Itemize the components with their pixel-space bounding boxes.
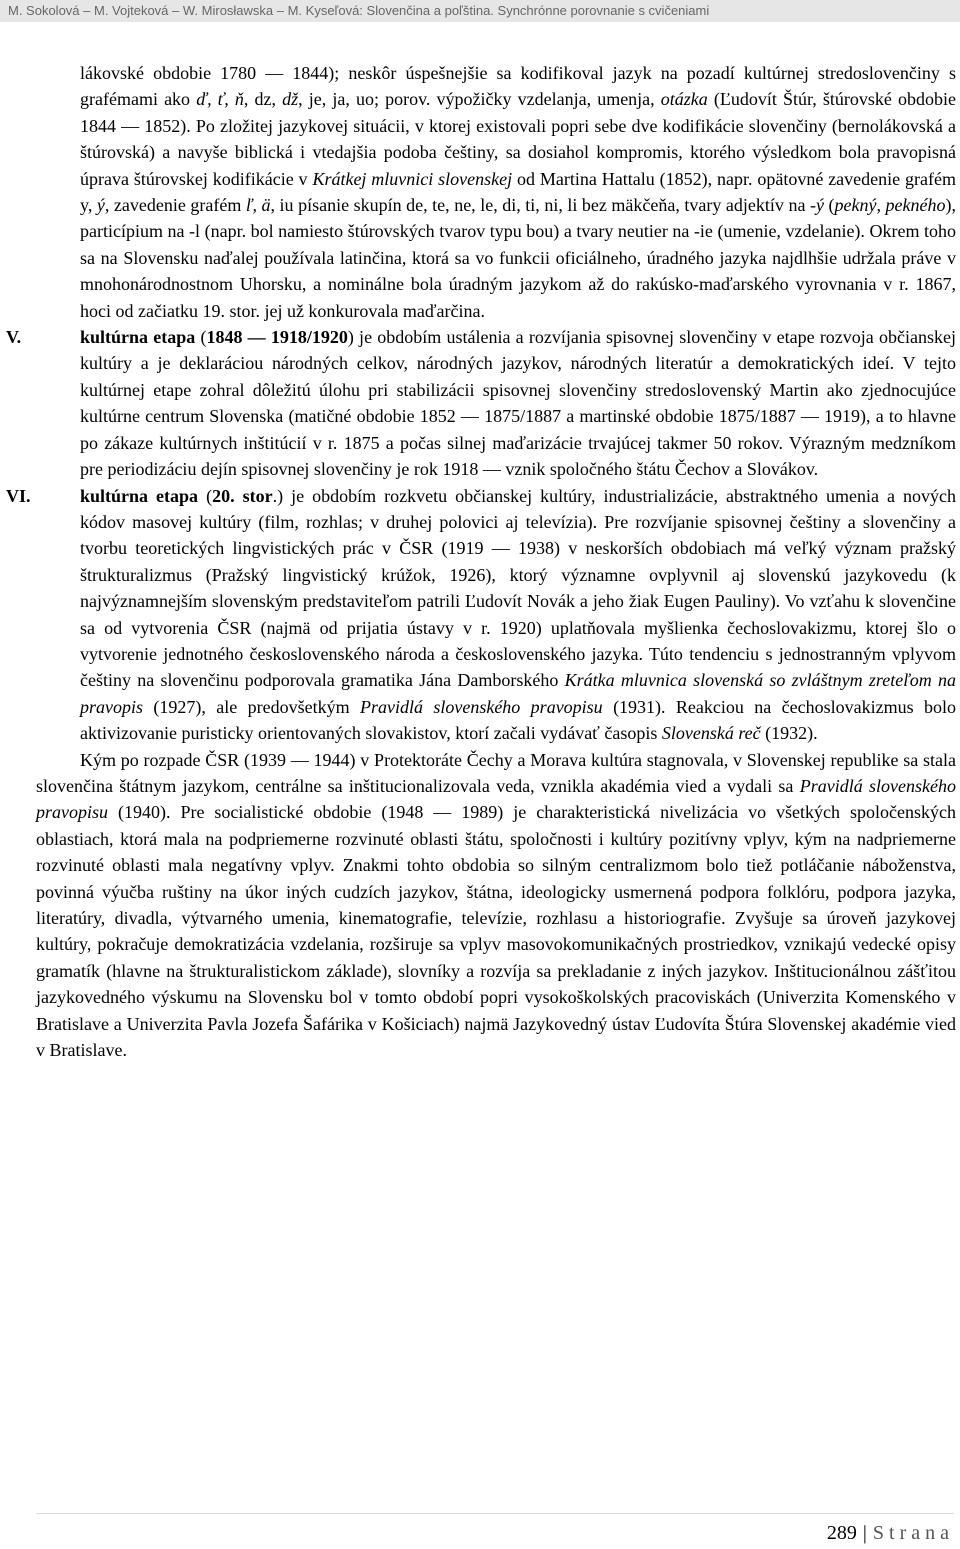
text-run: (1940). Pre socialistické obdobie (1948 — 1989) je charakteristická nivelizácia vo všetkých spoločenských oblastiach, ktorá mala na podpriemerne rozvinuté oblasti štátu, spoločnosti i kultúry pozitívny vplyv, kým na nadpriemerne rozvinuté oblasti mala negatívny vplyv. Znakmi tohto obdobia so silným centralizmom bolo tiež potláčanie náboženstva, povinná výučba ruštiny na úkor iných cudzích jazykov, štátna, ideologicky usmernená podpora folklóru, podpora jazyka, literatúry, divadla, výtvarného umenia, kinematografie, televízie, rozhlasu a historiografie. Zvyšuje sa úroveň jazykovej kultúry, pokračuje demokratizácia vzdelania, rozširuje sa vplyv masovokomunikačných prostriedkov, vznikajú vedecké opisy gramatík (hlavne na štrukturalistickom základe), slovníky a rozvíja sa prekladanie z iných jazykov. Inštitucionálnou zášťitou jazykovedného výskumu na Slovensku bol v tomto období popri vysokoškolských pracoviskách (Univerzita Komenského v Bratislave a Univerzita Pavla Jozefa Šafárika v Košiciach) najmä Jazykovedný ústav Ľudovíta Štúra Slovenskej akadémie vied v Bratislave. [36,802,956,1061]
text-run: , zavedenie grafém [104,195,246,216]
italic-run: pekný, pekného [834,195,946,216]
italic-run: Pravidlá slovenského pravopisu [359,696,603,717]
paragraph-stage-v [80,324,956,482]
text-run: lákovské obdobie 1780 — 1844); neskôr úspešnejšie sa kodifikoval jazyk na pozadí kultúrnej stredoslovenčiny s grafémami ako [80,63,956,110]
page-number: 289 [826,1522,857,1544]
text-run: , dz, [243,89,283,110]
text-run: ( [823,195,835,216]
text-run: (1927), ale predovšetkým [143,696,360,717]
text-run: (1931). Reakciou na čechoslovakizmus bolo aktivizovanie puristicky orientovaných slovakistov, ktorí začali vydávať časopis [80,696,956,744]
italic-run: -ý [809,195,824,216]
footer-divider [36,1513,954,1514]
page-body [0,60,960,1063]
text-run: , je, ja, uo; porov. výpožičky vzdelanja, umenja, [298,89,661,110]
running-header [0,0,960,22]
italic-run: Krátkej mluvnici slovenskej [312,168,513,189]
footer-separator: | [862,1522,867,1544]
bold-run: 1848 — 1918/1920 [206,327,348,348]
italic-run: ý [96,195,105,216]
text-run: ), particípium na -l (napr. bol namiesto štúrovských tvarov typu bou) a tvary neutier na -ie (umenie, vzdelanie). Okrem toho sa na Slovensku naďalej používala latinčina, ktorá sa vo funkcii oficiálneho, úradného jazyka najdlhšie udržala práve v mnohonárodnostnom Uhorsku, a nominálne bola úradným jazykom až do rakúsko-maďarského vyrovnania v r. 1867, hoci od začiatku 19. stor. jej už konkurovala maďarčina. [80,195,956,321]
text-run: ) je obdobím ustálenia a rozvíjania spisovnej slovenčiny v etape rozvoja občianskej kultúry a je deklaráciou národných celkov, národných jazykov, národných literatúr a demokratických ideí. V tejto kultúrnej etape zohral dôležitú úlohu pri stabilizácii spisovnej slovenčiny stredoslovenský Martin ako zjednocujúce kultúrne centrum Slovenska (matičné obdobie 1852 — 1875/1887 a martinské obdobie 1875/1887 — 1919), a to hlavne po zákaze kultúrnych inštitúcií v r. 1875 a počas silnej maďarizácie trvajúcej takmer 50 rokov. Výrazným medzníkom pre periodizáciu dejín spisovnej slovenčiny je rok 1918 — vznik spoločného štátu Čechov a Slovákov. [80,327,956,480]
italic-run: Pravidlá slovenského pravopisu [36,775,956,823]
item-number: VI. [6,485,31,506]
text-run: Kým po rozpade ČSR (1939 — 1944) v Protektoráte Čechy a Morava kultúra stagnovala, v Slovenskej republike sa stala slovenčina štátnym jazykom, centrálne sa inštitucionalizovala veda, vznikla akadémia vied a vydali sa [36,749,956,796]
item-number: V. [6,327,22,348]
text-run: ( [195,327,207,348]
text-run: (Ľudovít Štúr, štúrovské obdobie 1844 — 1852). Po zložitej jazykovej situácii, v ktorej existovali popri sebe dve kodifikácie slovenčiny (bernolákovská a štúrovská) a navyše biblická i vtedajšia podoba češtiny, sa dosiahol kompromis, ktorého výsledkom bola pravopisná úprava štúrovskej kodifikácie v [80,89,957,189]
italic-run: ď, ť, ň [196,89,244,110]
italic-run: Slovenská reč [661,723,761,744]
italic-run: otázka [660,89,708,110]
text-run: od Martina Hattalu (1852), napr. opätovné zavedenie grafém y, [80,168,956,216]
running-header-title: M. Sokolová – M. Vojteková – W. Mirosławska – M. Kyseľová: Slovenčina a poľština. Synchrónne porovnanie s cvičeniami [8,3,710,18]
bold-run: 20. stor [212,485,273,506]
list-item-stage-vi [6,483,957,747]
italic-run: ľ, ä [245,195,271,216]
page-footer [827,1522,954,1545]
italic-run: Krátka mluvnica slovenská so zvláštnym zreteľom na pravopis [80,670,957,717]
text-run: , iu písanie skupín de, te, ne, le, di, ti, ni, li bez mäkčeňa, tvary adjektív na [270,195,810,216]
paragraph-stage-vi [80,483,956,747]
paragraph-bernolak-stur [80,60,956,324]
page-label: Strana [872,1522,954,1544]
bold-run: kultúrna etapa [80,485,199,506]
text-run: (1932). [760,723,818,744]
text-run: ( [198,485,213,506]
bold-run: kultúrna etapa [80,327,196,348]
text-run: .) je obdobím rozkvetu občianskej kultúry, industrializácie, abstraktného umenia a nových kódov masovej kultúry (film, rozhlas; v druhej polovici aj televízia). Pre rozvíjanie spisovnej češtiny a slovenčiny a tvorbu teoretických lingvistických prác v ČSR (1919 — 1938) v neskorších obdobiach má veľký význam pražský štrukturalizmus (Pražský lingvistický krúžok, 1926), ktorý významne ovplyvnil aj slovenskú jazykovedu (k najvýznamnejším slovenským predstaviteľom patrili Ľudovít Novák a jeho žiak Eugen Pauliny). Vo vzťahu k slovenčine sa od vytvorenia ČSR (najmä od prijatia ústavy v r. 1920) uplatňovala myšlienka čechoslovakizmu, ktorej šlo o vytvorenie jednotného československého národa a československého jazyka. Túto tendenciu s jednostranným vplyvom češtiny na slovenčinu podporovala gramatika Jána Damborského [80,485,956,691]
italic-run: dž [282,89,299,110]
paragraph-1939-1989 [36,747,956,1064]
list-item-stage-v [6,324,956,482]
